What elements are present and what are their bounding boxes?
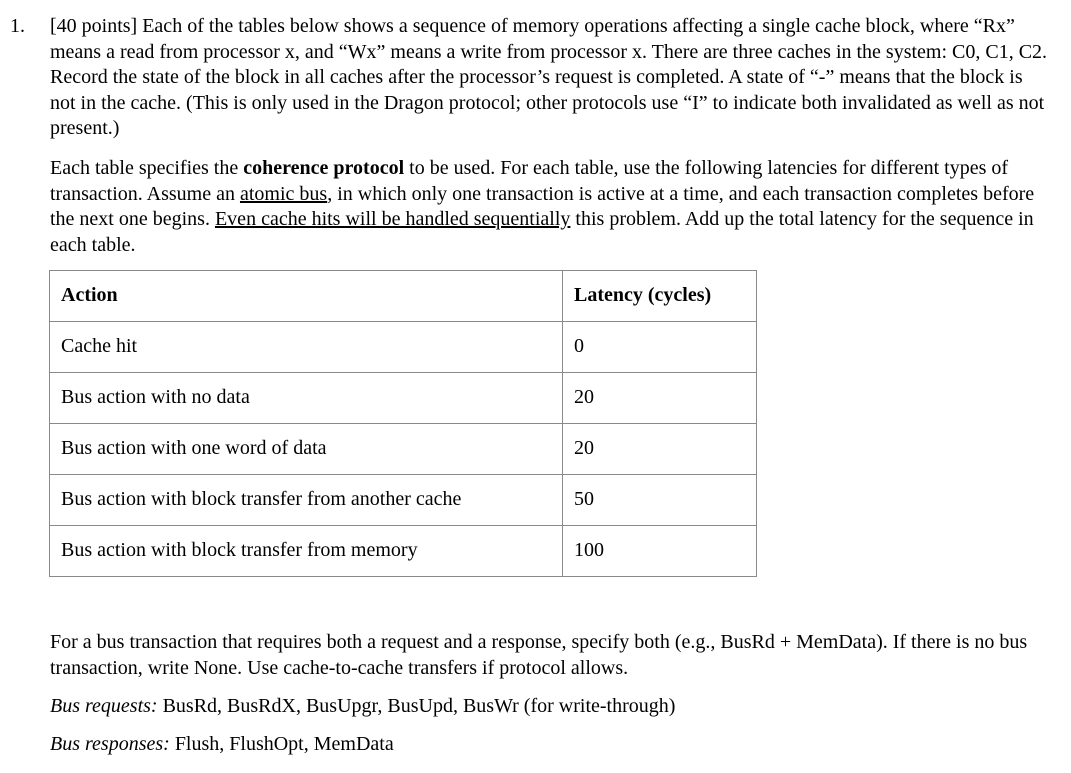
- row-latency: 50: [563, 475, 757, 526]
- bus-responses-value: Flush, FlushOpt, MemData: [169, 733, 394, 755]
- latency-table: [49, 270, 757, 577]
- table-row: [50, 424, 757, 475]
- row-action: Bus action with no data: [50, 373, 563, 424]
- bus-responses-line: [50, 732, 394, 758]
- bus-transaction-paragraph: For a bus transaction that requires both a request and a response, specify both (e.g., BusRd + MemData). If there is no bus transaction, write None. Use cache-to-cache transfers if protocol allows.: [50, 631, 1028, 679]
- row-action: Bus action with block transfer from memory: [50, 526, 563, 577]
- row-latency: 100: [563, 526, 757, 577]
- table-row: [50, 475, 757, 526]
- instructions-text-2: to be used. For each table, use the following latencies for different types of transaction. Assume an: [50, 157, 1009, 205]
- coherence-protocol-bold: coherence protocol: [243, 157, 405, 179]
- instructions-text-1: Each table specifies the: [50, 157, 244, 179]
- instructions-paragraph: [50, 156, 1050, 258]
- table-row: [50, 322, 757, 373]
- instructions-text-3: , in which only one transaction is active at a time, and each transaction completes before the next one begins.: [50, 182, 1035, 230]
- row-latency: 0: [563, 322, 757, 373]
- table-row: [50, 526, 757, 577]
- bus-requests-value: BusRd, BusRdX, BusUpgr, BusUpd, BusWr (for write-through): [157, 695, 676, 717]
- row-latency: 20: [563, 373, 757, 424]
- row-action: Bus action with one word of data: [50, 424, 563, 475]
- instructions-text-4: this problem. Add up the total latency for the sequence in each table.: [50, 208, 1034, 256]
- question-number: 1.: [10, 15, 25, 37]
- cache-hits-underlined: Even cache hits will be handled sequentially: [214, 208, 571, 230]
- row-action: Cache hit: [50, 322, 563, 373]
- bus-requests-label: Bus requests:: [50, 695, 158, 717]
- row-action: Bus action with block transfer from another cache: [50, 475, 563, 526]
- table-row: [50, 373, 757, 424]
- header-action: Action: [50, 271, 563, 322]
- bus-responses-label: Bus responses:: [50, 733, 170, 755]
- bus-requests-line: [50, 694, 675, 720]
- table-header-row: [50, 271, 757, 322]
- intro-text: [40 points] Each of the tables below shows a sequence of memory operations affecting a single cache block, where “Rx” means a read from processor x, and “Wx” means a write from processor x. There are three caches in the system: C0, C1, C2. Record the state of the block in all caches after the processor’s request is completed. A state of “-” means that the block is not in the cache. (This is only used in the Dragon protocol; other protocols use “I” to indicate both invalidated as well as not present.): [50, 15, 1048, 139]
- row-latency: 20: [563, 424, 757, 475]
- atomic-bus-underlined: atomic bus: [239, 182, 328, 205]
- intro-paragraph: [50, 14, 1050, 142]
- header-latency: Latency (cycles): [563, 271, 757, 322]
